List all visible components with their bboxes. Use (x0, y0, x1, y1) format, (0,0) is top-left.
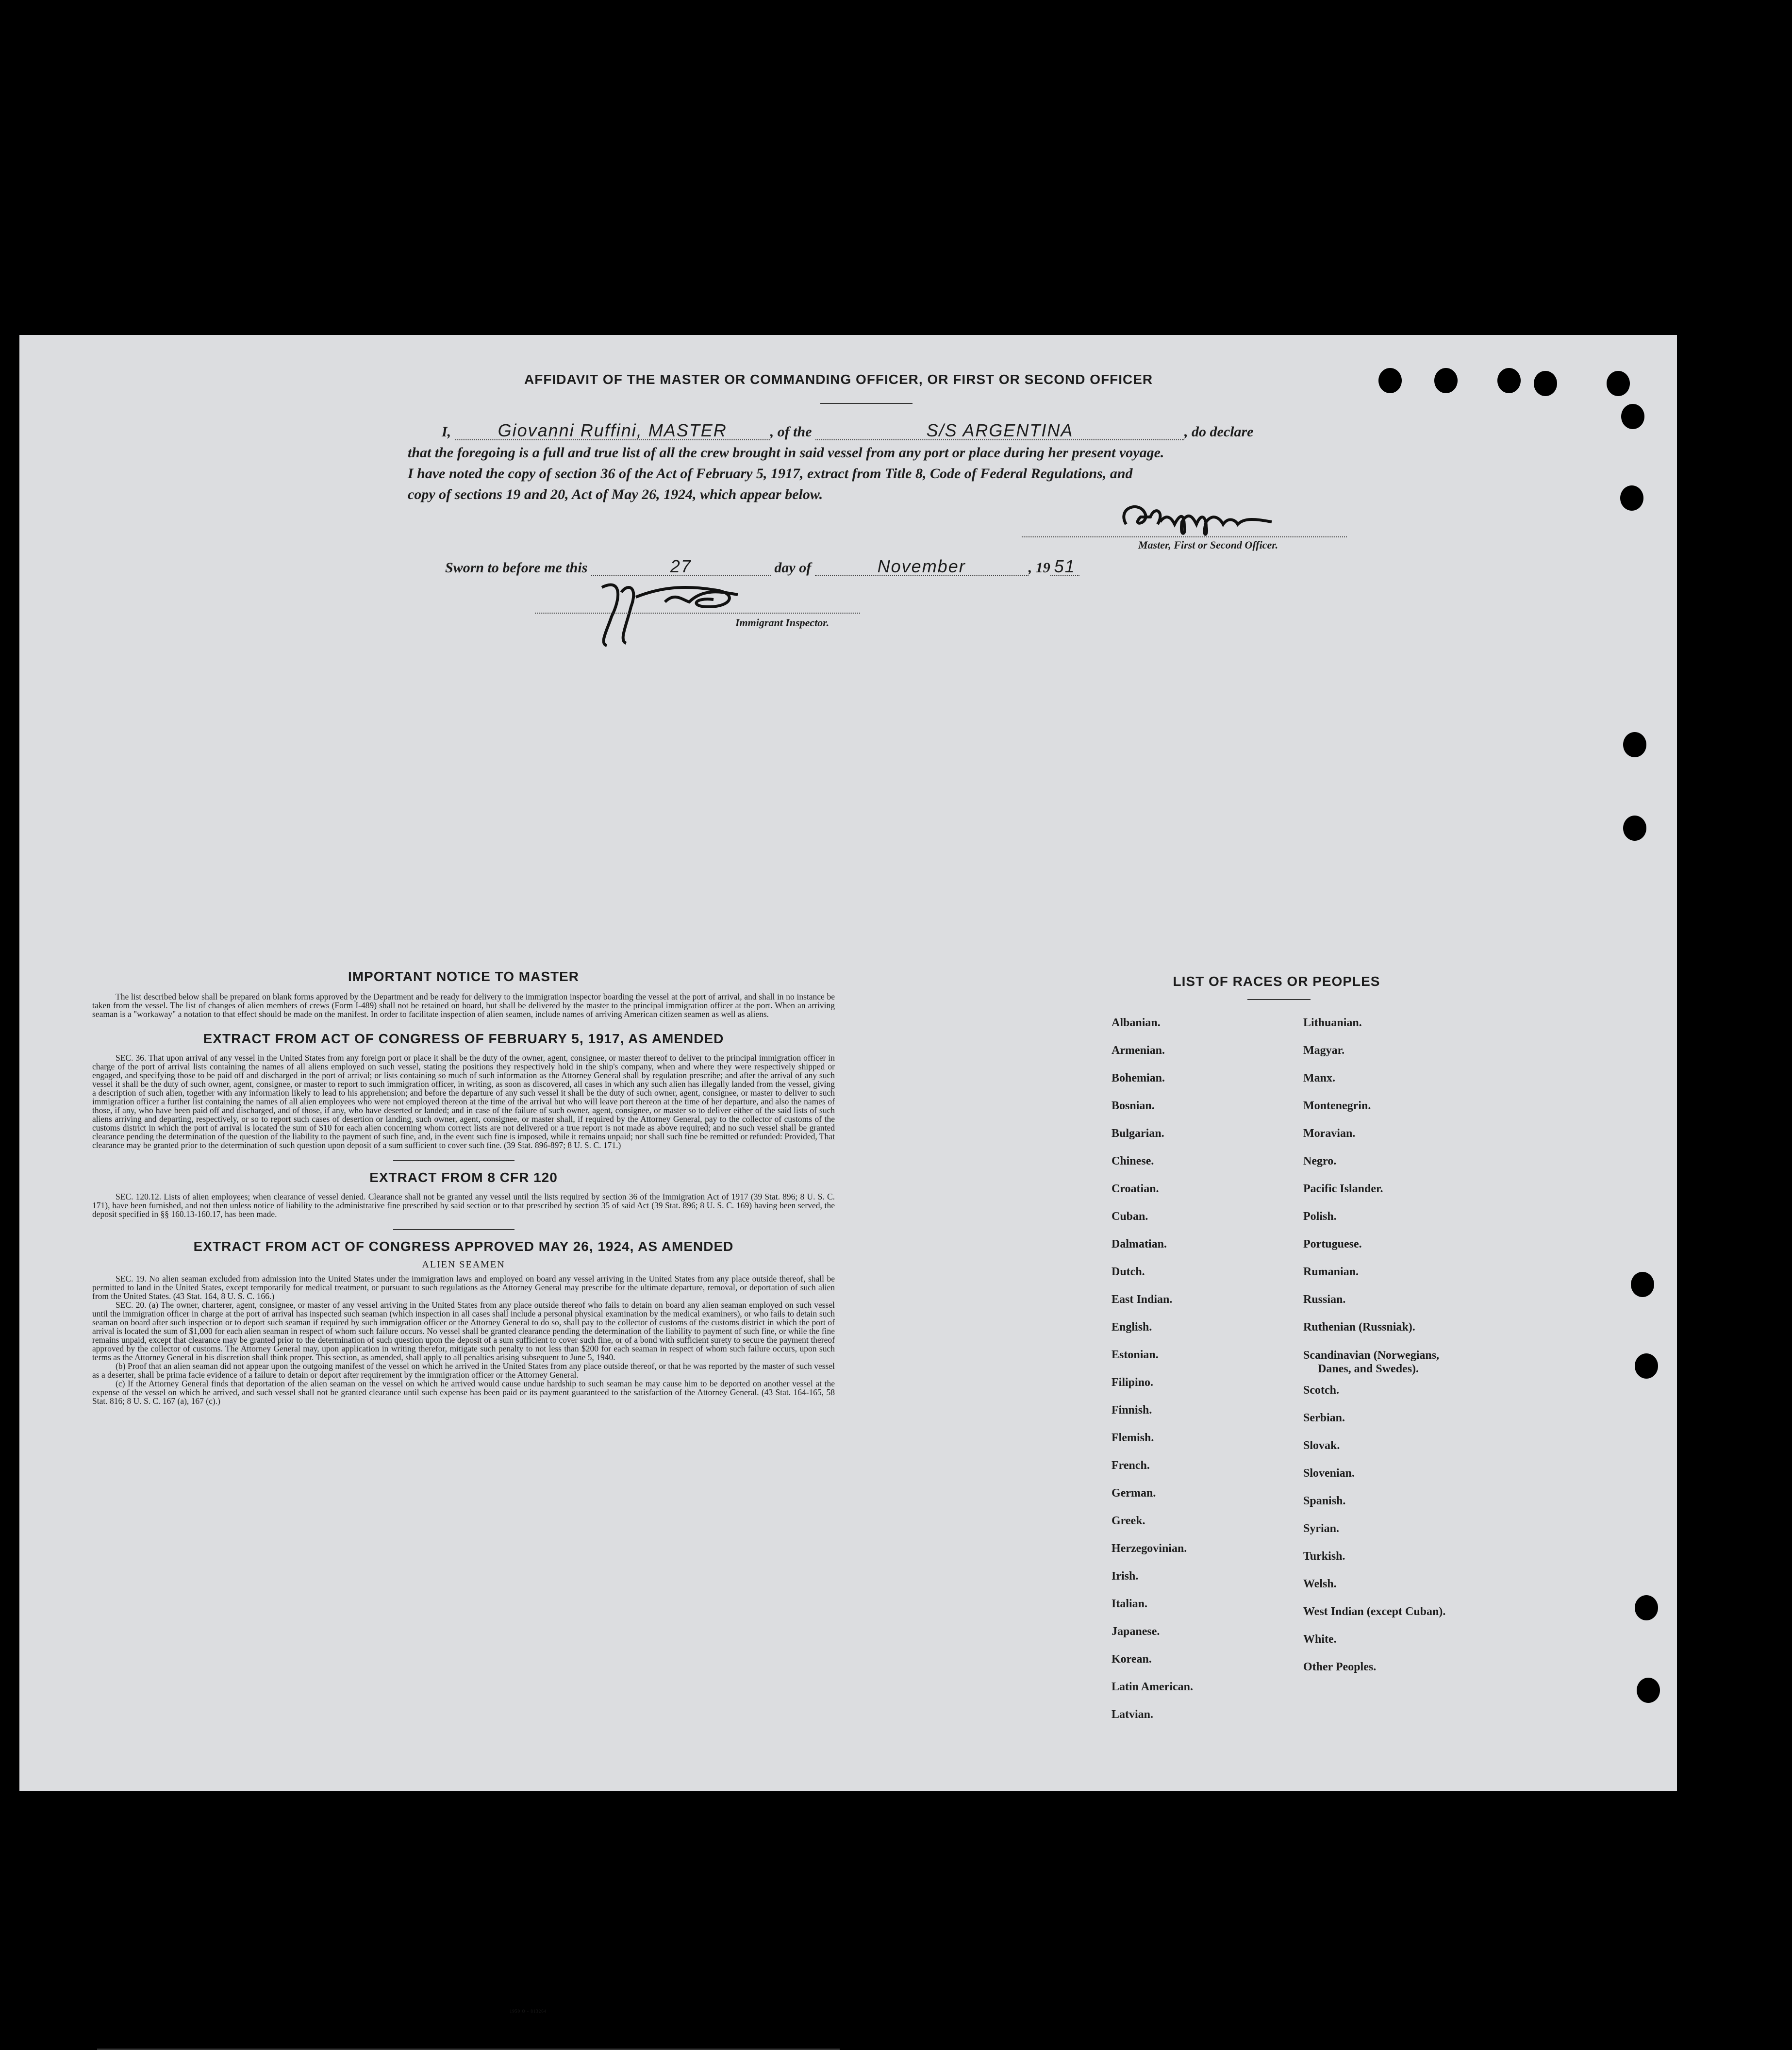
race-item: Bohemian. (1112, 1072, 1165, 1084)
punch-hole (1497, 368, 1521, 393)
punch-hole (1635, 1353, 1658, 1379)
race-item: Flemish. (1112, 1432, 1154, 1444)
race-item: West Indian (except Cuban). (1303, 1605, 1446, 1618)
race-item: Scotch. (1303, 1384, 1339, 1397)
punch-hole (1534, 371, 1557, 396)
year-prefix: , 19 (1028, 560, 1050, 576)
race-item: Magyar. (1303, 1044, 1345, 1057)
affidavit-line-4: copy of sections 19 and 20, Act of May 26, 1924, which appear below. (408, 486, 823, 502)
race-item: Latin American. (1112, 1681, 1193, 1693)
affidavit-line-2: that the foregoing is a full and true list of all the crew brought in said vessel from any port or place during her present voyage. (408, 445, 1164, 461)
sec-20b-paragraph: (b) Proof that an alien seaman did not appear upon the outgoing manifest of the vessel on which he arrived in the United States from any place outside thereof, or that he was reported by the master of such vessel as a deserter, shall be prima facie evidence of a failure to detain or deport after requirement by the immigration officer or the Attorney General. (92, 1361, 835, 1380)
sec-120-paragraph: SEC. 120.12. Lists of alien employees; when clearance of vessel denied. Clearance shall not be granted any vessel until the lists required by section 36 of the Immigration Act of 1917 (39 Stat. 896; 8 U. S. C. 171), have been furnished, and not then unless notice of liability to the administrative fine prescribed by said section or to that prescribed by section 35 of said Act (39 Stat. 896; 8 U. S. C. 169) having been served, the deposit specified in §§ 160.13-160.17, has been made. (92, 1192, 835, 1219)
race-item: Ruthenian (Russniak). (1303, 1321, 1415, 1333)
extract-1924-title: EXTRACT FROM ACT OF CONGRESS APPROVED MAY 26, 1924, AS AMENDED (193, 1239, 734, 1254)
punch-hole (1623, 816, 1646, 841)
race-item: Irish. (1112, 1570, 1139, 1583)
race-item-continuation: Danes, and Swedes). (1318, 1363, 1419, 1375)
races-column-2 (1303, 1017, 1445, 1688)
sec-36-paragraph: SEC. 36. That upon arrival of any vessel in the United States from any foreign port or place it shall be the duty of the owner, agent, consignee, or master thereof to deliver to the principal immigration officer in charge of the port of arrival lists containing the names of all aliens employed on such vessel, stating the positions they respectively hold in the ship's company, when and where they were respectively shipped or engaged, and specifying those to be paid off and discharged in the port of arrival; or lists containing so much of such information as the Attorney General shall by regulation prescribe; and after the arrival of any such vessel it shall be the duty of such owner, agent, consignee, or master to report to such immigration officer, in writing, as soon as discovered, all cases in which any such alien has illegally landed from the vessel, giving a description of such alien, together with any information likely to lead to his apprehension; and before the departure of any such vessel it shall be the duty of such owner, agent, consignee, or master to deliver to such immigration officer a further list containing the names of all alien employees who were not employed thereon at the time of the arrival but who will leave port thereon at the time of her departure, and also the names of those, if any, who have been paid off and discharged, and of those, if any, who have deserted or landed; and in case of the failure of such owner, agent, consignee, or master so to deliver either of the said lists of such aliens arriving and departing, respectively, or so to report such cases of desertion or landing, such owner, agent, consignee, or master shall, if required by the Attorney General, pay to the collector of customs of the customs district in which the port of arrival is located the sum of $10 for each alien concerning whom correct lists are not delivered or a true report is not made as above required; and no such vessel shall be granted clearance pending the determination of the question of the liability to the payment of such fine, and, in the event such fine is imposed, while it remains unpaid; nor shall such fine be remitted or refunded: Provided, That clearance may be granted prior to the determination of such question upon deposit of a sum sufficient to cover such fine. (39 Stat. 896-897; 8 U. S. C. 171.) (92, 1053, 835, 1150)
intro-prefix: I, (442, 424, 451, 440)
race-item: English. (1112, 1321, 1152, 1333)
race-item: French. (1112, 1459, 1150, 1472)
extract-1917-title: EXTRACT FROM ACT OF CONGRESS OF FEBRUARY 5, 1917, AS AMENDED (203, 1031, 724, 1046)
document-sheet (19, 335, 1677, 2014)
punch-hole (1631, 1272, 1654, 1297)
race-item: Lithuanian. (1303, 1017, 1362, 1029)
of-the-text: , of the (770, 424, 812, 440)
do-declare-text: , do declare (1184, 424, 1254, 440)
notice-paragraph: The list described below shall be prepared on blank forms approved by the Department and be ready for delivery to the immigration inspector boarding the vessel at the port of arrival, and shall in no instance be taken from the vessel. The list of changes of alien members of crews (Form I-489) shall not be retained on board, but shall be delivered by the master to the principal immigration officer at the port. When an arriving seaman is a "workaway" a notation to that effect should be made on the manifest. In order to facilitate inspection of alien seamen, include names of arriving American citizen seamen as well as aliens. (92, 992, 835, 1019)
day-of-text: day of (774, 560, 812, 576)
races-title-rule (1247, 999, 1311, 1000)
extract-cfr-text (92, 1192, 835, 1218)
race-item: Cuban. (1112, 1210, 1148, 1223)
sworn-prefix: Sworn to before me this (445, 560, 588, 576)
punch-hole (1635, 1595, 1658, 1620)
race-item: Bulgarian. (1112, 1127, 1164, 1140)
race-item: Estonian. (1112, 1349, 1159, 1361)
notices-column (92, 969, 835, 1405)
race-item: Syrian. (1303, 1522, 1340, 1535)
race-item: Welsh. (1303, 1578, 1337, 1590)
race-item: Portuguese. (1303, 1238, 1362, 1250)
race-item: Armenian. (1112, 1044, 1165, 1057)
race-item: Italian. (1112, 1598, 1148, 1610)
race-item: Filipino. (1112, 1376, 1154, 1389)
race-item: Serbian. (1303, 1412, 1345, 1424)
punch-hole (1623, 732, 1646, 757)
races-title: LIST OF RACES OR PEOPLES (1173, 974, 1380, 989)
master-caption: Master, First or Second Officer. (1138, 539, 1278, 551)
race-item: White. (1303, 1633, 1337, 1646)
race-item: Polish. (1303, 1210, 1337, 1223)
sec-19-paragraph: SEC. 19. No alien seaman excluded from admission into the United States under the immigration laws and employed on board any vessel arriving in the United States from any place outside thereof, shall be permitted to land in the United States, except temporarily for medical treatment, or pursuant to such regulations as the Attorney General may prescribe for the ultimate departure, removal, or deportation of such alien from the United States. (43 Stat. 164, 8 U. S. C. 166.) (92, 1274, 835, 1301)
inspector-signature-line (535, 613, 860, 614)
affidavit-title: AFFIDAVIT OF THE MASTER OR COMMANDING OFFICER, OR FIRST OR SECOND OFFICER (524, 372, 1153, 387)
punch-hole (1637, 1678, 1660, 1703)
notice-title: IMPORTANT NOTICE TO MASTER (348, 969, 580, 984)
master-signature-line (1022, 536, 1347, 537)
race-item: Albanian. (1112, 1017, 1161, 1029)
race-item: Turkish. (1303, 1550, 1345, 1563)
races-list (1112, 1017, 1597, 1721)
race-item: Russian. (1303, 1293, 1346, 1306)
notice-text (92, 992, 835, 1018)
master-name-field: Giovanni Ruffini, MASTER (455, 422, 770, 440)
race-item: Herzegovinian. (1112, 1542, 1187, 1555)
race-item: Slovak. (1303, 1439, 1340, 1452)
race-item: Pacific Islander. (1303, 1183, 1383, 1195)
race-item: Dutch. (1112, 1266, 1145, 1278)
punch-hole (1620, 485, 1643, 511)
sworn-year-field: 51 (1050, 558, 1079, 576)
race-item: Greek. (1112, 1515, 1145, 1527)
sec-20a-paragraph: SEC. 20. (a) The owner, charterer, agent, consignee, or master of any vessel arriving in the United States from any place outside thereof who fails to detain on board any alien seaman employed on such vessel until the immigration officer in charge at the port of arrival has inspected such seaman (which inspection in all cases shall include a personal physical examination by the medical examiners), or who fails to detain such seaman on board after such inspection or to deport such seaman if required by such immigration officer or the Attorney General to do so, shall pay to the collector of customs of the customs district in which the port of arrival is located the sum of $1,000 for each alien seaman in respect of whom such failure occurs. No vessel shall be granted clearance pending the determination of the liability to payment of such fine, or while the fine remains unpaid, except that clearance may be granted prior to the determination of such question upon the deposit of a sum sufficient to cover such fine, or of a bond with sufficient surety to secure the payment thereof approved by the collector of customs. The Attorney General may, upon application in writing therefor, mitigate such penalty to not less than $200 for each seaman in respect of whom such failure occurs, upon such terms as the Attorney General in his discretion shall think proper. This section, as amended, shall apply to all penalties arising subsequent to June 5, 1940. (92, 1300, 835, 1362)
vessel-name-field: S/S ARGENTINA (815, 422, 1184, 440)
punch-hole (1378, 368, 1402, 393)
sworn-month-field: November (815, 558, 1029, 576)
master-signature (1112, 498, 1296, 541)
punch-hole (1621, 404, 1644, 429)
affidavit-line-1 (408, 421, 1359, 442)
race-item: Montenegrin. (1303, 1100, 1371, 1112)
race-item: Latvian. (1112, 1708, 1154, 1721)
inspector-caption: Immigrant Inspector. (735, 617, 830, 629)
race-item: Other Peoples. (1303, 1661, 1377, 1673)
separator-2 (393, 1229, 514, 1230)
race-item: Japanese. (1112, 1625, 1160, 1638)
affidavit-line-3: I have noted the copy of section 36 of the Act of February 5, 1917, extract from Title 8, Code of Federal Regulations, and (408, 466, 1133, 482)
race-item: German. (1112, 1487, 1156, 1500)
punch-hole (1434, 368, 1458, 393)
race-item: East Indian. (1112, 1293, 1173, 1306)
sec-20c-paragraph: (c) If the Attorney General finds that deportation of the alien seaman on the vessel on which he arrived would cause undue hardship to such seaman he may cause him to be deported on another vessel at the expense of the vessel on which he arrived, and such vessel shall not be granted clearance until such expense has been paid or its payment guaranteed to the satisfaction of the Attorney General. (43 Stat. 164-165, 58 Stat. 816; 8 U. S. C. 167 (a), 167 (c).) (92, 1379, 835, 1406)
race-item: Chinese. (1112, 1155, 1154, 1167)
race-item: Dalmatian. (1112, 1238, 1167, 1250)
race-item: Negro. (1303, 1155, 1337, 1167)
race-item: Croatian. (1112, 1183, 1159, 1195)
extract-1924-text (92, 1274, 835, 1405)
alien-seamen-subtitle: ALIEN SEAMEN (422, 1259, 505, 1270)
punch-hole (1607, 371, 1630, 396)
races-column-1 (1112, 1017, 1193, 1736)
separator-1 (393, 1160, 514, 1161)
race-item: Scandinavian (Norwegians, Danes, and Swedes). (1303, 1349, 1445, 1384)
inspector-signature (592, 573, 786, 650)
title-rule (820, 403, 913, 404)
extract-1917-text (92, 1053, 835, 1150)
race-item: Korean. (1112, 1653, 1152, 1666)
race-item: Spanish. (1303, 1495, 1346, 1507)
race-item: Finnish. (1112, 1404, 1152, 1417)
race-item: Slovenian. (1303, 1467, 1355, 1480)
race-item: Rumanian. (1303, 1266, 1359, 1278)
race-item: Moravian. (1303, 1127, 1356, 1140)
sworn-day-field: 27 (591, 558, 771, 576)
race-item: Bosnian. (1112, 1100, 1155, 1112)
print-code: 1950 O - 813264 (510, 2009, 547, 2014)
race-item: Manx. (1303, 1072, 1335, 1084)
extract-cfr-title: EXTRACT FROM 8 CFR 120 (369, 1170, 558, 1185)
